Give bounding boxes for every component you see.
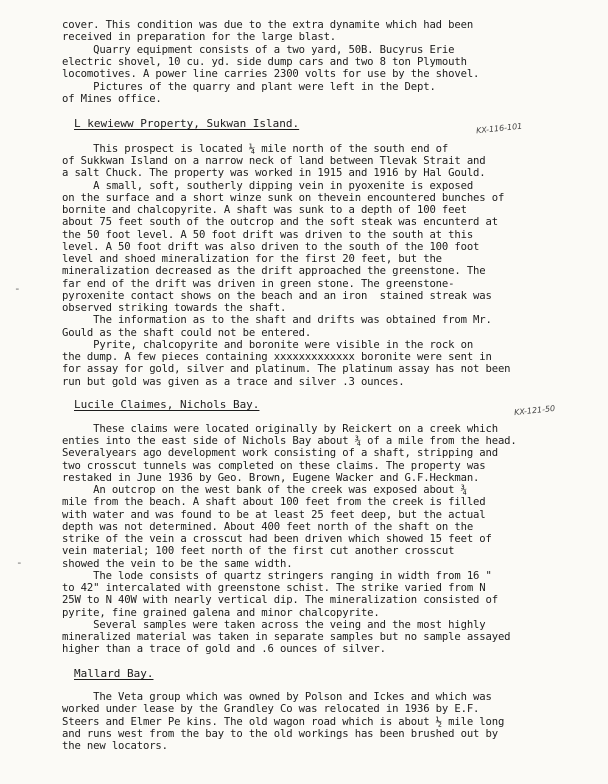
- text-line: the 50 foot level. A 50 foot drift was driven to the south at this: [62, 229, 474, 241]
- text-line: on the surface and a short winze sunk on thevein encountered bunches of: [62, 192, 505, 204]
- text-line: level and shoed mineralization for the first 20 feet, but the: [62, 253, 442, 265]
- text-line: The information as to the shaft and drifts was obtained from Mr.: [62, 314, 492, 326]
- text-line: two crosscut tunnels was completed on these claims. The property was: [62, 460, 486, 472]
- section-heading-mallard-bay: Mallard Bay.: [74, 667, 154, 680]
- text-line: mineralization decreased as the drift approached the greenstone. The: [62, 265, 486, 277]
- text-line: Pyrite, chalcopyrite and boronite were visible in the rock on: [62, 339, 474, 351]
- text-line: Severalyears ago development work consisting of a shaft, stripping and: [62, 447, 498, 459]
- text-line: A small, soft, southerly dipping vein in pyoxenite is exposed: [62, 180, 474, 192]
- text-line: the new locators.: [62, 740, 168, 752]
- text-line: The Veta group which was owned by Polson and Ickes and which was: [62, 691, 492, 703]
- text-line: An outcrop on the west bank of the creek was exposed about ¾: [62, 484, 467, 496]
- text-line: electric shovel, 10 cu. yd. side dump cars and two 8 ton Plymouth: [62, 56, 467, 68]
- text-line: cover. This condition was due to the extra dynamite which had been: [62, 19, 474, 31]
- text-line: 25W to N 40W with nearly vertical dip. The mineralization consisted of: [62, 594, 498, 606]
- text-line: far end of the drift was driven in green stone. The greenstone-: [62, 278, 455, 290]
- text-line: for assay for gold, silver and platinum. The platinum assay has not been: [62, 363, 511, 375]
- text-line: a salt Chuck. The property was worked in 1915 and 1916 by Hal Gould.: [62, 167, 486, 179]
- text-line: to 42" intercalated with greenstone schist. The strike varied from N: [62, 582, 486, 594]
- text-line: the dump. A few pieces containing xxxxxxxxxxxxx boronite were sent in: [62, 351, 492, 363]
- text-line: vein material; 100 feet north of the first cut another crosscut: [62, 545, 455, 557]
- text-line: Pictures of the quarry and plant were left in the Dept.: [62, 81, 436, 93]
- text-line: pyrite, fine grained galena and minor chalcopyrite.: [62, 607, 380, 619]
- text-line: with water and was found to be at least 25 feet deep, but the actual: [62, 509, 486, 521]
- text-line: run but gold was given as a trace and silver .3 ounces.: [62, 376, 405, 388]
- text-line: bornite and chalcopyrite. A shaft was sunk to a depth of 100 feet: [62, 204, 467, 216]
- text-line: The lode consists of quartz stringers ranging in width from 16 ": [62, 570, 492, 582]
- text-line: worked under lease by the Grandley Co was relocated in 1936 by E.F.: [62, 703, 480, 715]
- handwritten-note: KX-116-101: [475, 121, 523, 136]
- text-line: restaked in June 1936 by Geo. Brown, Eugene Wacker and G.F.Heckman.: [62, 472, 480, 484]
- text-line: higher than a trace of gold and .6 ounces of silver.: [62, 643, 386, 655]
- text-line: This prospect is located ¼ mile north of the south end of: [62, 143, 449, 155]
- text-line: Quarry equipment consists of a two yard, 50B. Bucyrus Erie: [62, 44, 455, 56]
- text-line: level. A 50 foot drift was also driven to the south of the 100 foot: [62, 241, 480, 253]
- text-line: pyroxenite contact shows on the beach and an iron stained streak was: [62, 290, 492, 302]
- section-heading-lucile-claimes: Lucile Claimes, Nichols Bay.: [74, 398, 260, 411]
- text-line: of Sukkwan Island on a narrow neck of land between Tlevak Strait and: [62, 155, 486, 167]
- margin-mark: -: [16, 556, 23, 569]
- text-line: mile from the beach. A shaft about 100 feet from the creek is filled: [62, 496, 486, 508]
- text-line: about 75 feet south of the outcrop and the soft steak was encunterd at: [62, 216, 498, 228]
- text-line: Steers and Elmer Pe kins. The old wagon road which is about ½ mile long: [62, 716, 505, 728]
- text-line: depth was not determined. About 400 feet north of the shaft on the: [62, 521, 474, 533]
- margin-mark: -: [14, 282, 21, 295]
- text-line: mineralized material was taken in separate samples but no sample assayed: [62, 631, 511, 643]
- text-line: and runs west from the bay to the old workings has been brushed out by: [62, 728, 498, 740]
- text-line: observed striking towards the shaft.: [62, 302, 287, 314]
- section-heading-laskewiew: L kewieww Property, Sukwan Island.: [74, 117, 300, 130]
- text-line: These claims were located originally by Reickert on a creek which: [62, 423, 498, 435]
- text-line: locomotives. A power line carries 2300 volts for use by the shovel.: [62, 68, 480, 80]
- text-line: Several samples were taken across the veing and the most highly: [62, 619, 486, 631]
- text-line: strike of the vein a crosscut had been driven which showed 15 feet of: [62, 533, 492, 545]
- text-line: of Mines office.: [62, 93, 162, 105]
- handwritten-note: KX-121-50: [513, 403, 556, 418]
- text-line: enties into the east side of Nichols Bay about ¾ of a mile from the head.: [62, 435, 517, 447]
- text-line: Gould as the shaft could not be entered.: [62, 327, 312, 339]
- text-line: received in preparation for the large blast.: [62, 31, 337, 43]
- text-line: showed the vein to be the same width.: [62, 558, 293, 570]
